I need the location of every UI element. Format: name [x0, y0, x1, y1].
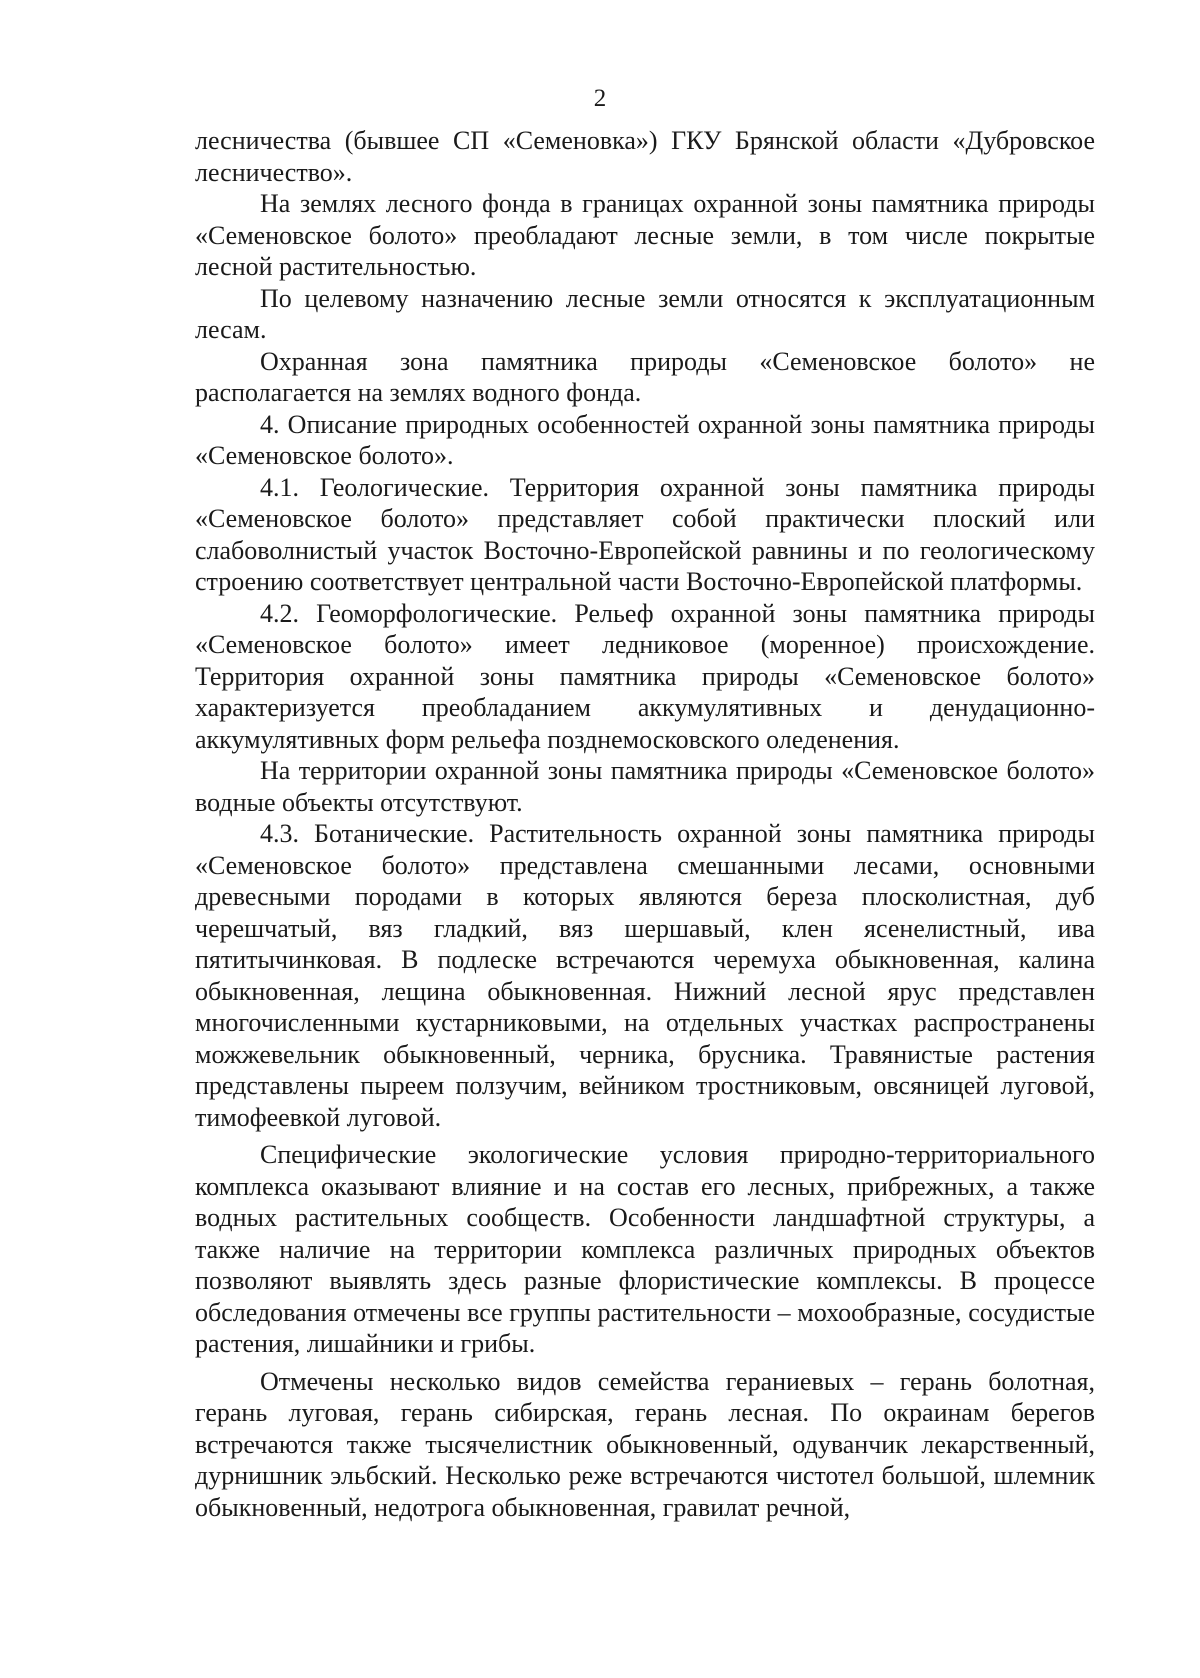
paragraph-geranium-species: Отмечены несколько видов семейства гераниевых – герань болотная, герань луговая, герань сибирская, герань лесная. По окраинам берегов встречаются также тысячелистник обыкновенный, одуванчик лекарственный, дурнишник эльбский. Несколько реже встречаются чистотел большой, шлемник обыкновенный, недотрога обыкновенная, гравилат речной, [195, 1366, 1095, 1522]
section-heading-natural-features: 4. Описание природных особенностей охранной зоны памятника природы «Семеновское болото». [195, 409, 1095, 470]
paragraph-target-purpose: По целевому назначению лесные земли относятся к эксплуатационным лесам. [195, 283, 1095, 344]
paragraph-botanical: 4.3. Ботанические. Растительность охранной зоны памятника природы «Семеновское болото» представлена смешанными лесами, основными древесными породами в которых являются береза плосколистная, дуб черешчатый, вяз гладкий, вяз шершавый, клен ясенелистный, ива пятитычинковая. В подлеске встречаются черемуха обыкновенная, калина обыкновенная, лещина обыкновенная. Нижний лесной ярус представлен многочисленными кустарниковыми, на отдельных участках распространены можжевельник обыкновенный, черника, брусника. Травянистые растения представлены пыреем ползучим, вейником тростниковым, овсяницей луговой, тимофеевкой луговой. [195, 819, 1095, 1132]
paragraph-geomorphological: 4.2. Геоморфологические. Рельеф охранной зоны памятника природы «Семеновское болото» имеет ледниковое (моренное) происхождение. Территория охранной зоны памятника природы «Семеновское болото» характеризуется преобладанием аккумулятивных и денудационно-аккумулятивных форм рельефа позднемосковского оледенения. [195, 598, 1095, 754]
paragraph-forestry-continuation: лесничества (бывшее СП «Семеновка») ГКУ Брянской области «Дубровское лесничество». [195, 126, 1095, 187]
page-number: 2 [593, 85, 607, 112]
document-body [195, 125, 1095, 1523]
paragraph-geological: 4.1. Геологические. Территория охранной зоны памятника природы «Семеновское болото» представляет собой практически плоский или слабоволнистый участок Восточно-Европейской равнины и по геологическому строению соответствует центральной части Восточно-Европейской платформы. [195, 472, 1095, 596]
paragraph-forest-fund-lands: На землях лесного фонда в границах охранной зоны памятника природы «Семеновское болото» преобладают лесные земли, в том числе покрытые лесной растительностью. [195, 189, 1095, 281]
paragraph-water-objects: На территории охранной зоны памятника природы «Семеновское болото» водные объекты отсутствуют. [195, 756, 1095, 817]
paragraph-water-fund: Охранная зона памятника природы «Семеновское болото» не располагается на землях водного фонда. [195, 346, 1095, 407]
paragraph-ecological-conditions: Специфические экологические условия природно-территориального комплекса оказывают влияние и на состав его лесных, прибрежных, а также водных растительных сообществ. Особенности ландшафтной структуры, а также наличие на территории комплекса различных природных объектов позволяют выявлять здесь разные флористические комплексы. В процессе обследования отмечены все группы растительности – мохообразные, сосудистые растения, лишайники и грибы. [195, 1140, 1095, 1358]
